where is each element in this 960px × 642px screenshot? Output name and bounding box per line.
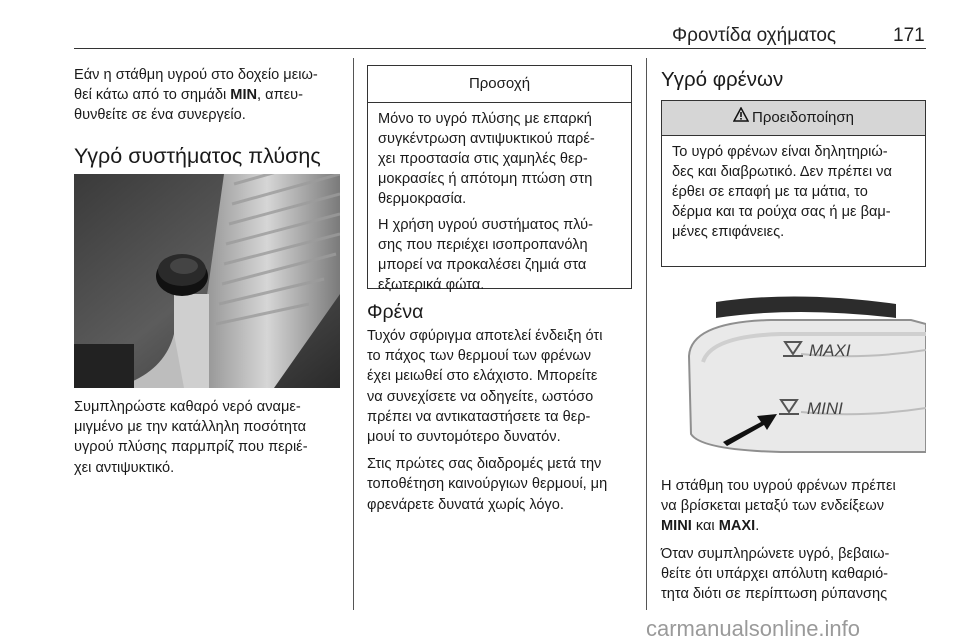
page-number: 171: [893, 25, 925, 46]
caution-paragraph-2: Η χρήση υγρού συστήματος πλύ- σης που περιέχει ισοπροπανόλη μπορεί να προκαλέσει ζημιά στα εξωτερικά φώτα.: [378, 217, 593, 293]
brake-fluid-paragraph-2: Όταν συμπληρώνετε υγρό, βεβαιω- θείτε ότι υπάρχει απόλυτη καθαριό- τητα διότι σε περίπτωση ρύπανσης: [661, 545, 890, 603]
caution-box-title: Προσοχή: [368, 66, 631, 103]
running-header-title: Φροντίδα οχήματος: [672, 25, 837, 46]
column-divider-left: [353, 58, 354, 610]
maxi-marking: MAXI: [809, 341, 851, 360]
header-rule: [74, 48, 926, 49]
column-divider-right: [646, 58, 647, 610]
right-after-image-text: [661, 476, 931, 604]
brake-fluid-reservoir-illustration: [661, 284, 926, 464]
washer-fluid-heading: Υγρό συστήματος πλύσης: [74, 144, 321, 168]
warning-paragraph: Το υγρό φρένων είναι δηλητηριώ- δες και διαβρωτικό. Δεν πρέπει να έρθει σε επαφή με τα μάτια, το δέρμα και τα ρούχα σας ή με βαμ- μένες επιφάνειες.: [672, 144, 892, 240]
brakes-paragraph-1: Τυχόν σφύριγμα αποτελεί ένδειξη ότι το πάχος των θερμουί των φρένων έχει μειωθεί στο ελάχιστο. Μπορείτε να συνεχίσετε να οδηγείτε, ωστόσο πρέπει να αντικαταστήσετε τα θερ- μουί το συντομότερο δυνατόν.: [367, 328, 603, 446]
brake-fluid-heading: Υγρό φρένων: [661, 68, 784, 91]
intro-paragraph: Εάν η στάθμη υγρού στο δοχείο μειω- θεί κάτω από το σημάδι MIN, απευ- θυνθείτε σε ένα συνεργείο.: [74, 67, 318, 124]
watermark: carmanualsonline.info: [646, 616, 861, 641]
washer-fluid-paragraph: Συμπληρώστε καθαρό νερό αναμε- μιγμένο με την κατάλληλη ποσότητα υγρού πλύσης παρμπρίζ που περιέ- χει αντιψυκτικό.: [74, 399, 308, 476]
brakes-text: [367, 326, 637, 515]
left-after-image-text: [74, 397, 344, 478]
left-column: [74, 65, 344, 126]
caution-paragraph-1: Μόνο το υγρό πλύσης με επαρκή συγκέντρωση αντιψυκτικού παρέ- χει προστασία στις χαμηλές θερ- μοκρασίες ή απότομη πτώση στη θερμοκρασία.: [378, 111, 595, 207]
washer-reservoir-photo: [74, 174, 340, 388]
warning-triangle-icon: [733, 101, 749, 135]
brakes-heading: Φρένα: [367, 301, 424, 323]
caution-box: [367, 65, 632, 293]
warning-box-title: Προειδοποίηση: [752, 109, 854, 126]
brake-fluid-paragraph-1: Η στάθμη του υγρού φρένων πρέπει να βρίσκεται μεταξύ των ενδείξεων MINI και MAXI.: [661, 478, 896, 535]
brakes-paragraph-2: Στις πρώτες σας διαδρομές μετά την τοποθέτηση καινούργιων θερμουί, μη φρενάρετε δυνατά χωρίς λόγο.: [367, 456, 608, 513]
warning-box: [661, 100, 926, 267]
mini-marking: MINI: [807, 399, 843, 418]
